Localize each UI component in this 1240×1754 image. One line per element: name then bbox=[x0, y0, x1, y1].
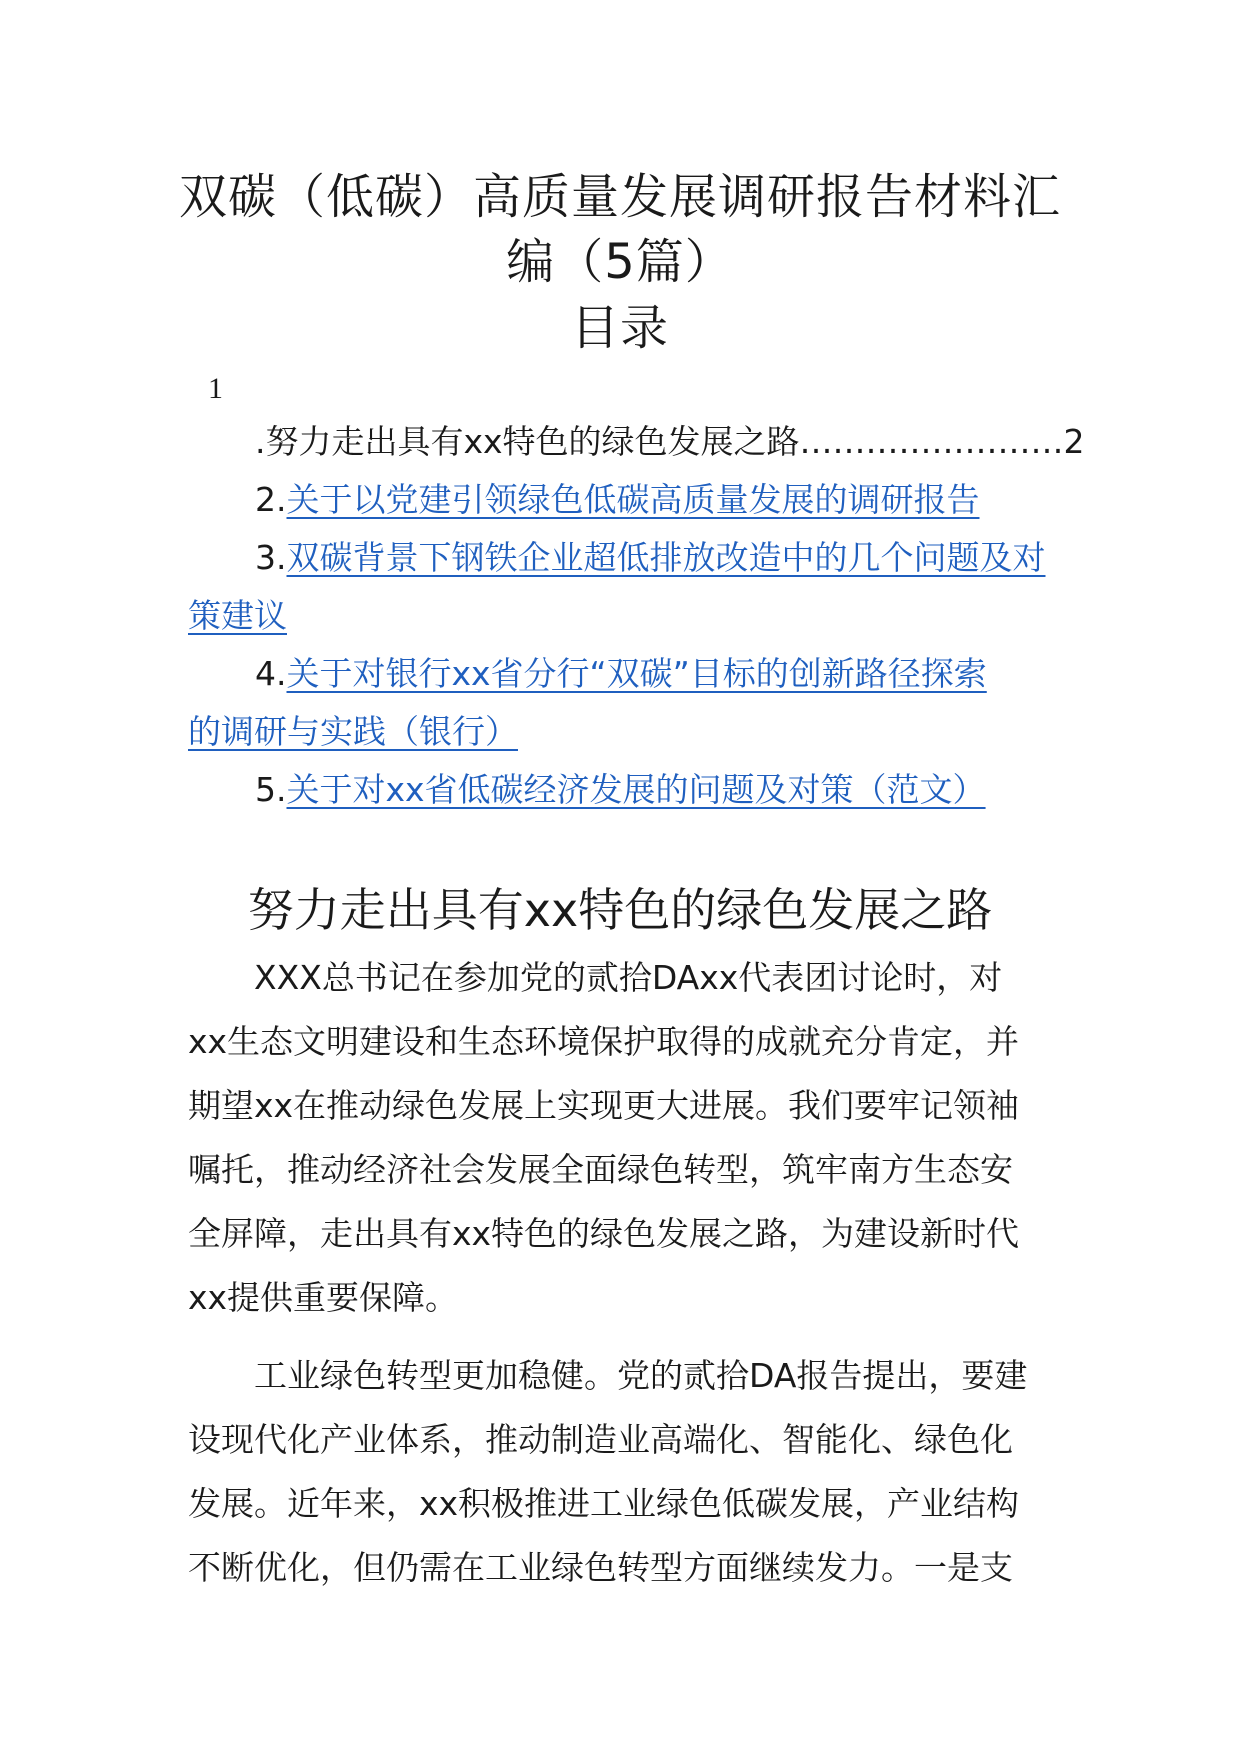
paragraph-1-line: 嘱托，推动经济社会发展全面绿色转型，筑牢南方生态安 bbox=[188, 1150, 1013, 1189]
paragraph-1-line: 期望xx在推动绿色发展上实现更大进展。我们要牢记领袖 bbox=[188, 1086, 1020, 1125]
toc-item-3-number: 3. bbox=[255, 538, 287, 577]
paragraph-2-line: 设现代化产业体系，推动制造业高端化、智能化、绿色化 bbox=[188, 1420, 1013, 1459]
toc-item-1-number: 1 bbox=[208, 372, 223, 405]
toc-item-3-link[interactable]: 双碳背景下钢铁企业超低排放改造中的几个问题及对 bbox=[286, 538, 1046, 577]
toc-item-1-text: .努力走出具有xx特色的绿色发展之路……………………2 bbox=[255, 422, 1085, 461]
document-title-line-1: 双碳（低碳）高质量发展调研报告材料汇 bbox=[178, 169, 1061, 225]
toc-item-1 bbox=[255, 410, 1085, 474]
toc-heading: 目录 bbox=[570, 300, 669, 356]
toc-item-5 bbox=[255, 758, 986, 822]
toc-item-5-number: 5. bbox=[255, 770, 287, 809]
toc-item-5-link[interactable]: 关于对xx省低碳经济发展的问题及对策（范文） bbox=[286, 770, 986, 809]
toc-item-2-link[interactable]: 关于以党建引领绿色低碳高质量发展的调研报告 bbox=[286, 480, 980, 519]
toc-item-2 bbox=[255, 468, 980, 532]
paragraph-1-line: 全屏障，走出具有xx特色的绿色发展之路，为建设新时代 bbox=[188, 1214, 1020, 1253]
toc-item-4 bbox=[255, 642, 987, 706]
paragraph-1-line: xx提供重要保障。 bbox=[188, 1278, 459, 1317]
document-title-line-2: 编（5篇） bbox=[506, 234, 734, 290]
toc-item-3-link-continued[interactable]: 策建议 bbox=[188, 596, 287, 635]
toc-item-3-continued bbox=[188, 584, 287, 648]
section-title: 努力走出具有xx特色的绿色发展之路 bbox=[247, 883, 993, 937]
paragraph-2-line: 不断优化，但仍需在工业绿色转型方面继续发力。一是支 bbox=[188, 1548, 1013, 1587]
paragraph-2-line: 工业绿色转型更加稳健。党的贰拾DA报告提出，要建 bbox=[188, 1356, 1028, 1395]
toc-item-4-link-continued[interactable]: 的调研与实践（银行） bbox=[188, 712, 518, 751]
paragraph-1-line: XXX总书记在参加党的贰拾DAxx代表团讨论时，对 bbox=[188, 958, 1003, 997]
paragraph-2-line: 发展。近年来，xx积极推进工业绿色低碳发展，产业结构 bbox=[188, 1484, 1020, 1523]
paragraph-1-line: xx生态文明建设和生态环境保护取得的成就充分肯定，并 bbox=[188, 1022, 1020, 1061]
toc-item-2-number: 2. bbox=[255, 480, 287, 519]
toc-item-4-continued bbox=[188, 700, 518, 764]
toc-item-4-link[interactable]: 关于对银行xx省分行“双碳”目标的创新路径探索 bbox=[286, 654, 987, 693]
toc-item-3 bbox=[255, 526, 1046, 590]
toc-item-4-number: 4. bbox=[255, 654, 287, 693]
